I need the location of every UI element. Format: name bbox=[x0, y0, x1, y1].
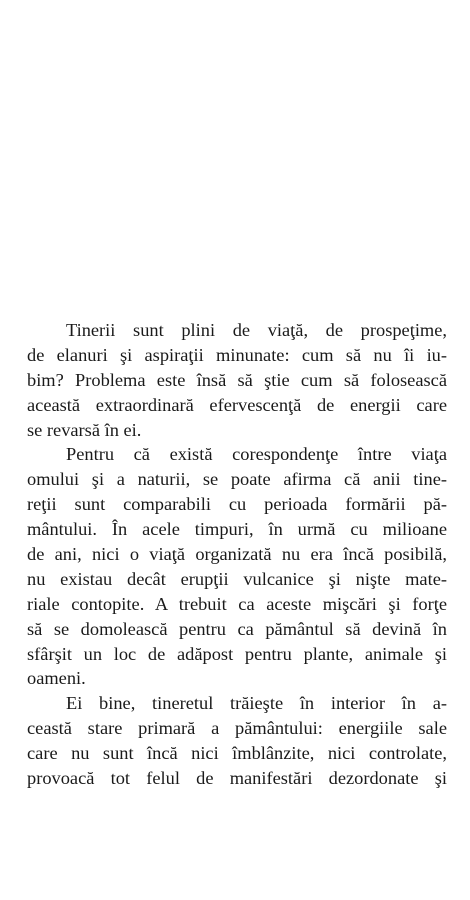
text-line: se revarsă în ei. bbox=[27, 419, 142, 440]
text-line: Ei bine, tineretul trăieşte în interior în a- bbox=[66, 693, 447, 714]
text-line: nu existau decât erupţii vulcanice şi nişte mate- bbox=[27, 568, 447, 589]
text-line: provoacă tot felul de manifestări dezordonate şi bbox=[27, 768, 447, 789]
text-line: această extraordinară efervescenţă de energii care bbox=[27, 394, 447, 415]
text-line: riale contopite. A trebuit ca aceste mişcări şi forţe bbox=[27, 593, 447, 614]
paragraph-1 bbox=[27, 318, 447, 442]
text-line: de elanuri şi aspiraţii minunate: cum să nu îi iu- bbox=[27, 344, 447, 365]
text-line: să se domolească pentru ca pământul să devină în bbox=[27, 618, 447, 639]
text-line: ceastă stare primară a pământului: energiile sale bbox=[27, 718, 447, 739]
text-line: sfârşit un loc de adăpost pentru plante, animale şi bbox=[27, 643, 447, 664]
text-line: mântului. În acele timpuri, în urmă cu milioane bbox=[27, 519, 447, 540]
text-line: de ani, nici o viaţă organizată nu era încă posibilă, bbox=[27, 544, 447, 565]
text-line: care nu sunt încă nici îmblânzite, nici controlate, bbox=[27, 743, 447, 764]
text-line: bim? Problema este însă să ştie cum să folosească bbox=[27, 369, 447, 390]
body-text bbox=[27, 318, 447, 791]
paragraph-3 bbox=[27, 691, 447, 791]
text-line: reţii sunt comparabili cu perioada formării pă- bbox=[27, 494, 447, 515]
text-line: Tinerii sunt plini de viaţă, de prospeţime, bbox=[66, 320, 447, 340]
text-line: oameni. bbox=[27, 668, 86, 689]
paragraph-2 bbox=[27, 442, 447, 691]
text-line: omului şi a naturii, se poate afirma că anii tine- bbox=[27, 469, 447, 490]
text-line: Pentru că există corespondenţe între viaţa bbox=[66, 444, 447, 465]
